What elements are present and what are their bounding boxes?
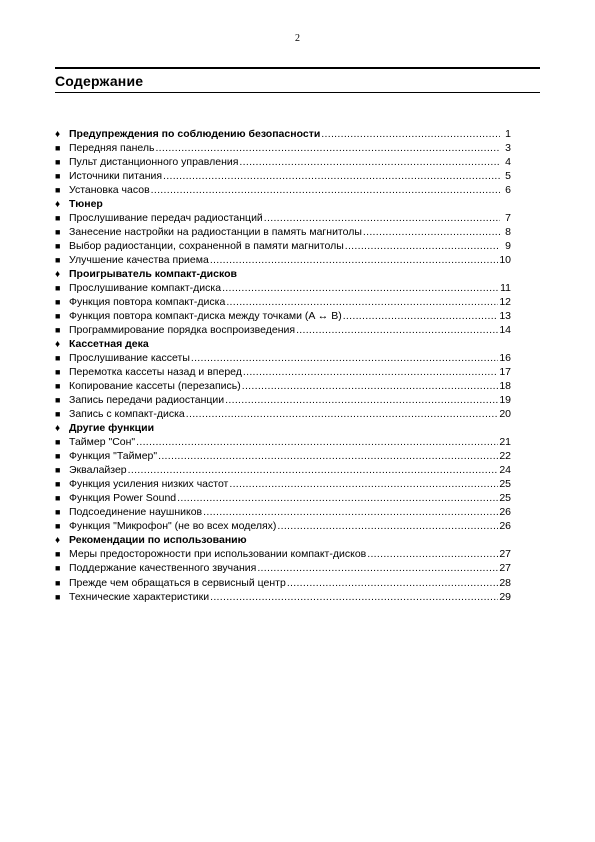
diamond-bullet-icon: ♦ xyxy=(55,269,61,281)
dot-leader xyxy=(210,590,498,604)
title-top-rule xyxy=(55,67,540,69)
toc-entry[interactable] xyxy=(55,169,511,183)
toc-entry-title: Функция повтора компакт-диска xyxy=(69,296,226,309)
toc-entry-title: Функция Power Sound xyxy=(69,492,177,505)
square-bullet-icon: ■ xyxy=(55,325,61,336)
toc-section-heading[interactable] xyxy=(55,267,511,281)
dot-leader xyxy=(226,295,498,309)
square-bullet-icon: ■ xyxy=(55,395,61,406)
square-bullet-icon: ■ xyxy=(55,493,61,504)
toc-entry[interactable] xyxy=(55,590,511,604)
toc-entry-title: Таймер "Сон" xyxy=(69,436,136,449)
toc-entry[interactable] xyxy=(55,547,511,561)
diamond-bullet-icon: ♦ xyxy=(55,199,61,211)
toc-page-number: 10 xyxy=(499,254,511,267)
toc-page-number: 4 xyxy=(505,156,511,169)
toc-entry-title: Поддержание качественного звучания xyxy=(69,562,257,575)
toc-section-heading[interactable] xyxy=(55,127,511,141)
toc-entry[interactable] xyxy=(55,379,511,393)
toc-entry-title: Прослушивание кассеты xyxy=(69,352,190,365)
toc-page-number: 18 xyxy=(499,380,511,393)
square-bullet-icon: ■ xyxy=(55,185,61,196)
square-bullet-icon: ■ xyxy=(55,521,61,532)
toc-entry-title: Установка часов xyxy=(69,184,150,197)
page-title: Содержание xyxy=(55,73,144,89)
toc-page-number: 26 xyxy=(499,520,511,533)
dot-leader xyxy=(158,449,498,463)
dot-leader xyxy=(345,239,500,253)
toc-page-number: 8 xyxy=(505,226,511,239)
dot-leader xyxy=(128,463,499,477)
toc-entry-title: Выбор радиостанции, сохраненной в памяти магнитолы xyxy=(69,240,344,253)
square-bullet-icon: ■ xyxy=(55,591,61,602)
square-bullet-icon: ■ xyxy=(55,507,61,518)
dot-leader xyxy=(155,141,500,155)
dot-leader xyxy=(191,351,498,365)
dot-leader xyxy=(367,547,498,561)
toc-page-number: 25 xyxy=(499,478,511,491)
square-bullet-icon: ■ xyxy=(55,479,61,490)
toc-entry[interactable] xyxy=(55,519,511,533)
toc-entry-title: Тюнер xyxy=(69,198,103,211)
square-bullet-icon: ■ xyxy=(55,381,61,392)
dot-leader xyxy=(243,365,498,379)
dot-leader xyxy=(186,407,499,421)
toc-entry-title: Источники питания xyxy=(69,170,163,183)
square-bullet-icon: ■ xyxy=(55,255,61,266)
toc-entry-title: Улучшение качества приема xyxy=(69,254,209,267)
square-bullet-icon: ■ xyxy=(55,367,61,378)
toc-entry-title: Технические характеристики xyxy=(69,590,210,603)
dot-leader xyxy=(277,519,498,533)
toc-entry-title: Другие функции xyxy=(69,422,155,435)
dot-leader xyxy=(287,576,499,590)
toc-page-number: 5 xyxy=(505,170,511,183)
dot-leader xyxy=(321,127,500,141)
toc-page-number: 3 xyxy=(505,142,511,155)
toc-page-number: 7 xyxy=(505,212,511,225)
toc-entry[interactable] xyxy=(55,239,511,253)
toc-entry[interactable] xyxy=(55,393,511,407)
toc-entry[interactable] xyxy=(55,576,511,590)
square-bullet-icon: ■ xyxy=(55,465,61,476)
toc-entry[interactable] xyxy=(55,435,511,449)
dot-leader xyxy=(210,253,499,267)
toc-page-number: 27 xyxy=(499,562,511,575)
dot-leader xyxy=(151,183,500,197)
toc-entry[interactable] xyxy=(55,491,511,505)
dot-leader xyxy=(343,309,499,323)
square-bullet-icon: ■ xyxy=(55,213,61,224)
dot-leader xyxy=(239,155,500,169)
toc-page-number: 9 xyxy=(505,240,511,253)
toc-page-number: 14 xyxy=(499,324,511,337)
toc-entry[interactable] xyxy=(55,183,511,197)
toc-page-number: 16 xyxy=(499,352,511,365)
toc-entry[interactable] xyxy=(55,155,511,169)
toc-entry[interactable] xyxy=(55,477,511,491)
dot-leader xyxy=(177,491,498,505)
square-bullet-icon: ■ xyxy=(55,563,61,574)
square-bullet-icon: ■ xyxy=(55,171,61,182)
dot-leader xyxy=(257,561,498,575)
toc-entry-title: Функция "Микрофон" (не во всех моделях) xyxy=(69,520,277,533)
dot-leader xyxy=(163,169,500,183)
toc-page-number: 12 xyxy=(499,296,511,309)
square-bullet-icon: ■ xyxy=(55,311,61,322)
toc-page-number: 24 xyxy=(499,464,511,477)
toc-entry[interactable] xyxy=(55,309,511,323)
toc-page-number: 13 xyxy=(499,310,511,323)
diamond-bullet-icon: ♦ xyxy=(55,535,61,547)
diamond-bullet-icon: ♦ xyxy=(55,339,61,351)
toc-entry-title: Функция повтора компакт-диска между точками (A ↔ B) xyxy=(69,310,342,323)
toc-entry[interactable] xyxy=(55,281,511,295)
toc-entry[interactable] xyxy=(55,407,511,421)
toc-entry-title: Эквалайзер xyxy=(69,464,127,477)
dot-leader xyxy=(264,211,500,225)
toc-page-number: 20 xyxy=(499,408,511,421)
toc-entry-title: Программирование порядка воспроизведения xyxy=(69,324,296,337)
dot-leader xyxy=(296,323,498,337)
toc-page-number: 1 xyxy=(505,128,511,140)
toc-entry[interactable] xyxy=(55,351,511,365)
toc-entry-title: Запись с компакт-диска xyxy=(69,408,185,421)
toc-entry-title: Прослушивание передач радиостанций xyxy=(69,212,263,225)
toc-entry-title: Предупреждения по соблюдению безопасности xyxy=(69,128,321,140)
toc-entry-title: Функция усиления низких частот xyxy=(69,478,229,491)
toc-entry[interactable] xyxy=(55,561,511,575)
square-bullet-icon: ■ xyxy=(55,409,61,420)
diamond-bullet-icon: ♦ xyxy=(55,129,61,140)
toc-page-number: 25 xyxy=(499,492,511,505)
toc-entry[interactable] xyxy=(55,463,511,477)
toc-entry[interactable] xyxy=(55,365,511,379)
square-bullet-icon: ■ xyxy=(55,451,61,462)
square-bullet-icon: ■ xyxy=(55,227,61,238)
toc-entry[interactable] xyxy=(55,323,511,337)
toc-entry[interactable] xyxy=(55,295,511,309)
dot-leader xyxy=(203,505,498,519)
square-bullet-icon: ■ xyxy=(55,157,61,168)
toc-entry-title: Функция "Таймер" xyxy=(69,450,158,463)
square-bullet-icon: ■ xyxy=(55,283,61,294)
table-of-contents xyxy=(55,127,511,604)
toc-page-number: 26 xyxy=(499,506,511,519)
square-bullet-icon: ■ xyxy=(55,143,61,154)
toc-entry-title: Копирование кассеты (перезапись) xyxy=(69,380,241,393)
square-bullet-icon: ■ xyxy=(55,549,61,560)
toc-entry-title: Пульт дистанционного управления xyxy=(69,156,239,169)
toc-entry-title: Прослушивание компакт-диска xyxy=(69,282,222,295)
toc-section-heading[interactable] xyxy=(55,421,511,435)
dot-leader xyxy=(222,281,499,295)
toc-section-heading[interactable] xyxy=(55,533,511,547)
toc-entry-title: Занесение настройки на радиостанции в память магнитолы xyxy=(69,226,362,239)
square-bullet-icon: ■ xyxy=(55,577,61,588)
square-bullet-icon: ■ xyxy=(55,437,61,448)
toc-entry-title: Рекомендации по использованию xyxy=(69,534,247,547)
toc-entry-title: Перемотка кассеты назад и вперед xyxy=(69,366,242,379)
toc-entry-title: Передняя панель xyxy=(69,142,155,155)
toc-section-heading[interactable] xyxy=(55,197,511,211)
dot-leader xyxy=(242,379,499,393)
toc-entry[interactable] xyxy=(55,141,511,155)
square-bullet-icon: ■ xyxy=(55,241,61,252)
toc-entry[interactable] xyxy=(55,449,511,463)
toc-entry-title: Меры предосторожности при использовании компакт-дисков xyxy=(69,548,367,561)
square-bullet-icon: ■ xyxy=(55,297,61,308)
toc-page-number: 11 xyxy=(500,282,511,295)
page-number: 2 xyxy=(295,33,300,44)
square-bullet-icon: ■ xyxy=(55,353,61,364)
toc-page-number: 28 xyxy=(499,576,511,589)
toc-entry-title: Кассетная дека xyxy=(69,338,149,351)
toc-entry-title: Проигрыватель компакт-дисков xyxy=(69,268,237,281)
toc-section-heading[interactable] xyxy=(55,337,511,351)
toc-page-number: 22 xyxy=(499,450,511,463)
toc-page-number: 27 xyxy=(499,548,511,561)
dot-leader xyxy=(363,225,500,239)
toc-entry[interactable] xyxy=(55,211,511,225)
dot-leader xyxy=(229,477,498,491)
toc-entry-title: Прежде чем обращаться в сервисный центр xyxy=(69,576,286,589)
toc-entry[interactable] xyxy=(55,225,511,239)
dot-leader xyxy=(225,393,498,407)
dot-leader xyxy=(136,435,498,449)
toc-entry-title: Запись передачи радиостанции xyxy=(69,394,225,407)
toc-page-number: 17 xyxy=(499,366,511,379)
toc-entry[interactable] xyxy=(55,505,511,519)
diamond-bullet-icon: ♦ xyxy=(55,423,61,435)
title-bottom-rule xyxy=(55,92,540,93)
toc-page-number: 6 xyxy=(505,184,511,197)
toc-page-number: 21 xyxy=(499,436,511,449)
toc-entry-title: Подсоединение наушников xyxy=(69,506,203,519)
toc-page-number: 29 xyxy=(499,590,511,603)
toc-entry[interactable] xyxy=(55,253,511,267)
toc-page-number: 19 xyxy=(499,394,511,407)
